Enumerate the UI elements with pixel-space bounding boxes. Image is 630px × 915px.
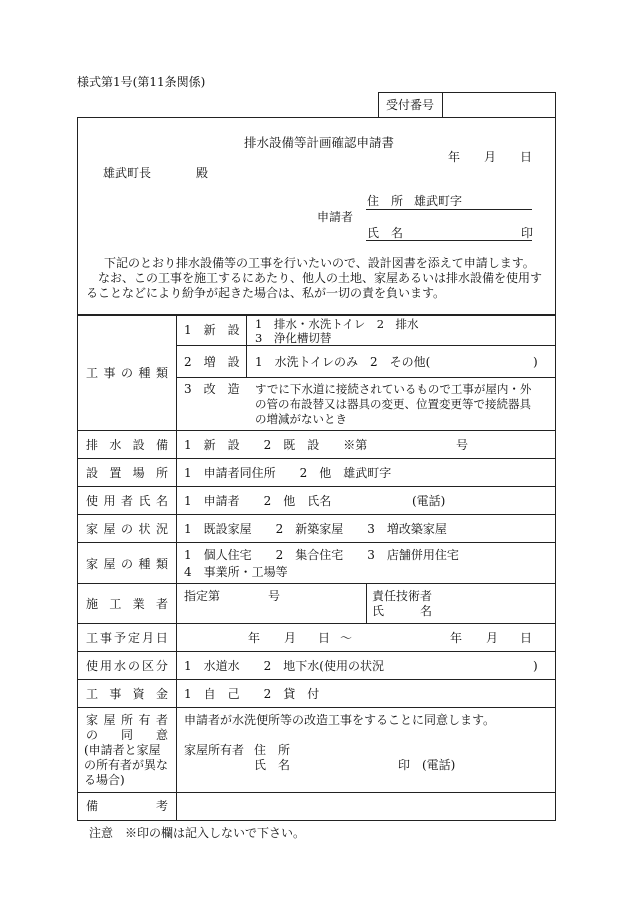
water-content: 1 水道水 2 地下水(使用の状況 — [184, 659, 384, 673]
addressee-honorific: 殿 — [196, 166, 209, 180]
statement-line-3: ることなどにより紛争が起きた場合は、私が一切の責を負います。 — [86, 286, 446, 300]
addition-close: ) — [533, 355, 538, 369]
house-type-line-2: 4 事業所・工場等 — [184, 565, 288, 579]
owner-name-label: 氏 名 — [254, 758, 291, 772]
house-status-content: 1 既設家屋 2 新築家屋 3 増改築家屋 — [184, 522, 447, 536]
contractor-engineer: 責任技術者 — [372, 589, 433, 603]
statement-line-2: なお、この工事を施工するにあたり、他人の土地、家屋あるいは排水設備を使用す — [98, 271, 543, 285]
new-construction-option-2: 3 浄化槽切替 — [255, 331, 332, 345]
schedule-end-day: 日 — [520, 631, 533, 645]
modification-line-1: すでに下水道に接続されているもので工事が屋内・外 — [255, 382, 532, 396]
water-close: ) — [533, 659, 538, 673]
house-type-line-1: 1 個人住宅 2 集合住宅 3 店舗併用住宅 — [184, 548, 459, 562]
schedule-start-month: 月 — [284, 631, 297, 645]
addressee-mayor: 雄武町長 — [103, 166, 152, 180]
user-name-label: 使 用 者 氏 名 — [86, 494, 168, 508]
date-year: 年 — [448, 150, 461, 164]
applicant-label: 申請者 — [317, 210, 354, 224]
schedule-end-year: 年 — [450, 631, 463, 645]
schedule-start-year: 年 — [248, 631, 261, 645]
owner-address-label: 住 所 — [254, 743, 291, 757]
owner-consent-label-2: の 同 意 — [86, 728, 168, 742]
footer-note: 注意 ※印の欄は記入しないで下さい。 — [89, 826, 306, 840]
modification-line-2: の管の布設替又は器具の変更、位置変更等で接続器具 — [255, 397, 531, 411]
contractor-number: 号 — [268, 589, 281, 603]
drainage-label: 排 水 設 備 — [86, 438, 168, 452]
user-name-content: 1 申請者 2 他 氏名 — [184, 494, 332, 508]
remarks-label: 備 考 — [86, 799, 168, 813]
form-title: 排水設備等計画確認申請書 — [244, 135, 395, 150]
modification-label: 3 改 造 — [184, 382, 240, 396]
contractor-designation: 指定第 — [184, 589, 221, 603]
modification-line-3: の増減がないとき — [255, 412, 347, 426]
contractor-engineer-name: 氏 名 — [372, 604, 433, 618]
funds-label: 工 事 資 金 — [86, 687, 168, 701]
schedule-label: 工 事 予 定 月 日 — [86, 631, 168, 645]
water-label: 使 用 水 の 区 分 — [86, 659, 168, 673]
applicant-address-value: 雄武町字 — [414, 194, 463, 208]
addition-label: 2 増 設 — [184, 355, 240, 369]
house-status-label: 家 屋 の 状 況 — [86, 522, 168, 536]
owner-consent-label-5: る場合) — [84, 773, 125, 787]
contractor-label: 施 工 業 者 — [86, 597, 168, 611]
new-construction-option-1: 1 排水・水洗トイレ 2 排水 — [255, 317, 419, 331]
addition-option: 1 水洗トイレのみ 2 その他( — [255, 355, 431, 369]
statement-line-1: 下記のとおり排水設備等の工事を行いたいので、設計図書を添えて申請します。 — [104, 256, 535, 270]
owner-phone: (電話) — [422, 758, 456, 772]
drainage-suffix: 号 — [456, 438, 469, 452]
schedule-tilde: ～ — [340, 631, 353, 645]
schedule-end-month: 月 — [486, 631, 499, 645]
owner-consent-statement: 申請者が水洗便所等の改造工事をすることに同意します。 — [184, 713, 496, 727]
receipt-number-label: 受付番号 — [386, 98, 435, 112]
funds-content: 1 自 己 2 貸 付 — [184, 687, 320, 701]
house-type-label: 家 屋 の 種 類 — [86, 557, 168, 571]
owner-seal: 印 — [398, 758, 411, 772]
owner-consent-label-3: (申請者と家屋 — [84, 743, 161, 757]
owner-label: 家屋所有者 — [184, 743, 245, 757]
location-label: 設 置 場 所 — [86, 466, 168, 480]
location-content: 1 申請者同住所 2 他 雄武町字 — [184, 466, 392, 480]
drainage-content: 1 新 設 2 既 設 ※第 — [184, 438, 368, 452]
form-id: 様式第1号(第11条関係) — [77, 75, 206, 89]
schedule-start-day: 日 — [318, 631, 331, 645]
date-day: 日 — [520, 150, 533, 164]
applicant-seal: 印 — [521, 226, 534, 240]
user-name-phone: (電話) — [412, 494, 446, 508]
applicant-name-label: 氏 名 — [367, 226, 404, 240]
owner-consent-label-4: の所有者が異な — [84, 758, 169, 772]
construction-type-label: 工 事 の 種 類 — [86, 366, 168, 380]
new-construction-label: 1 新 設 — [184, 323, 240, 337]
date-month: 月 — [484, 150, 497, 164]
applicant-address-label: 住 所 — [367, 194, 404, 208]
owner-consent-label-1: 家 屋 所 有 者 — [86, 713, 168, 727]
